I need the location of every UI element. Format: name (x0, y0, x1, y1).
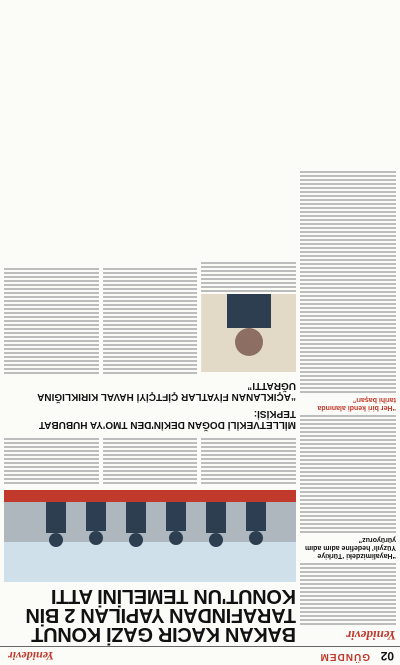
header-logo: Yenidevir (8, 649, 54, 663)
sidebar-text-block-3 (300, 171, 396, 393)
portrait-photo (201, 294, 296, 372)
second-headline-quote: “AÇIKLANAN FİYATLAR ÇİFTÇİYİ HAVAL KIRIKLIĞINA UĞRATTI” (37, 380, 296, 402)
sidebar-logo: Yenidevir (346, 628, 396, 643)
ceremony-photo (4, 490, 296, 582)
main-headline: BAKAN KACIR GAZİ KONUT TARAFINDAN YAPILAN 2 BİN KONUT'UN TEMELİNİ ATTI (25, 585, 296, 645)
page-header (0, 646, 400, 665)
left-sidebar (300, 4, 396, 643)
sidebar-text-block-2 (300, 415, 396, 533)
section-label: GÜNDEM (319, 651, 370, 662)
second-article (4, 260, 296, 376)
page-number: 02 (380, 649, 394, 663)
article-columns (4, 436, 296, 486)
ceremony-photo-icon (4, 490, 296, 582)
portrait-photo-icon (202, 294, 296, 372)
sidebar-heading-2: “Her biri kendi alanında tarihi başarı” (317, 396, 396, 411)
sidebar-text-block (300, 563, 396, 625)
main-article (4, 4, 296, 643)
second-headline: MİLLETVEKİLİ DOĞAN DEKİN'DEN TMO'YA HUBUBAT TEPKİSİ: (38, 408, 296, 430)
sidebar-heading-1: “Hayalimizdeki ‘Türkiye Yüzyılı’ hedefine adım adım yürüyoruz” (304, 536, 396, 559)
